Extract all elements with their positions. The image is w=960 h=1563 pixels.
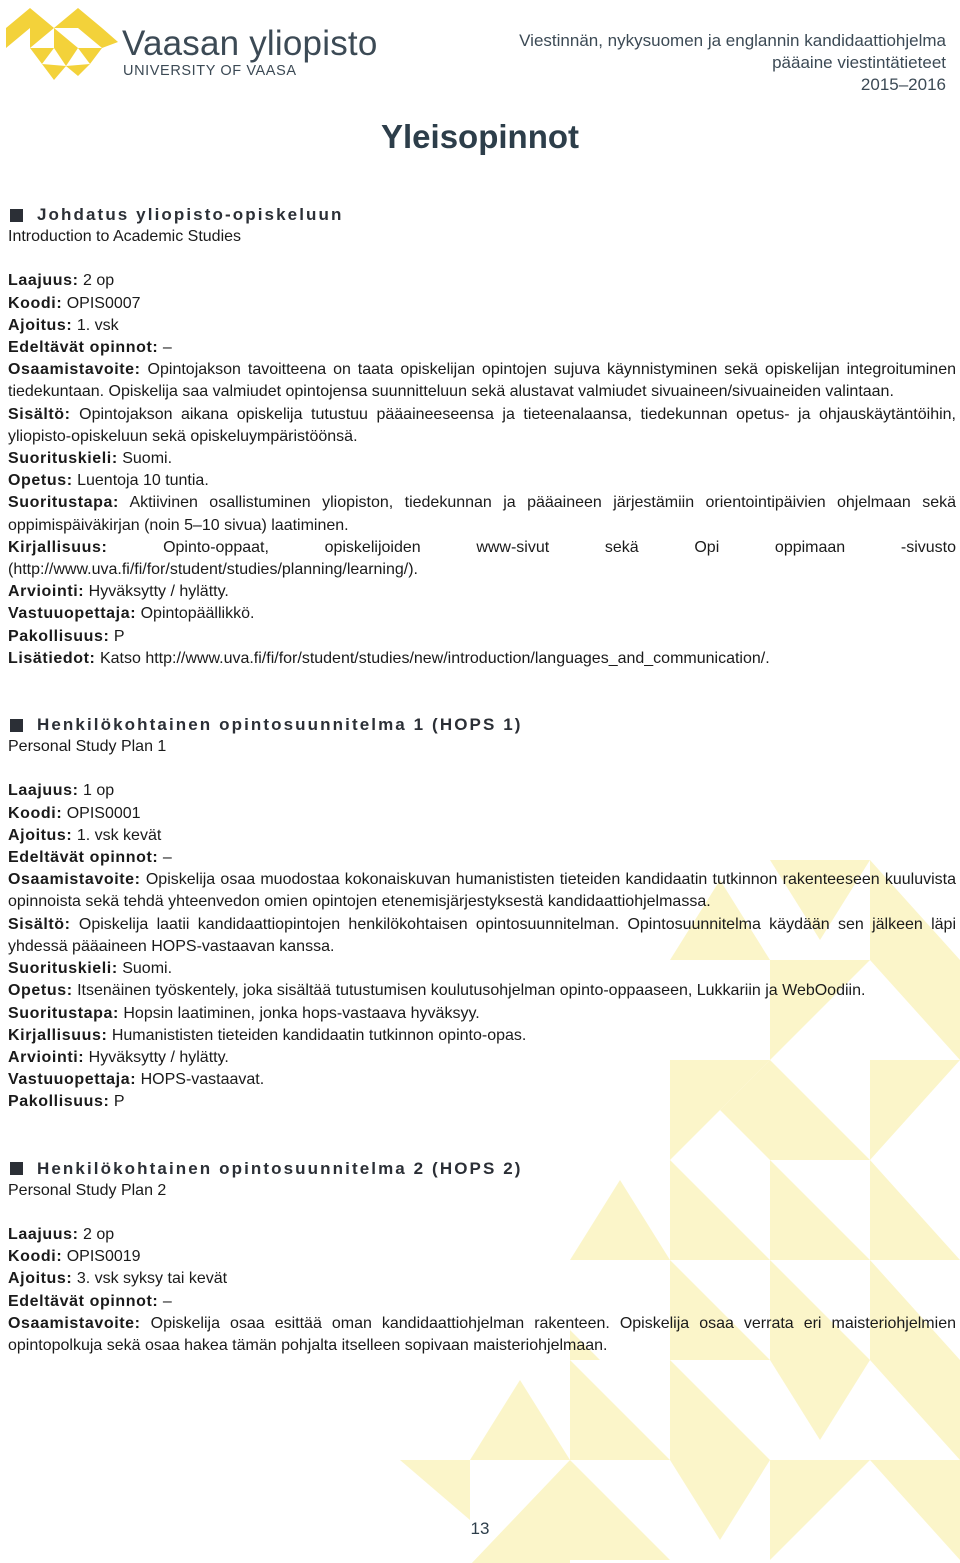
field-osaamistavoite <box>8 1313 956 1357</box>
course-title <box>8 714 956 736</box>
value-suorituskieli: Suomi. <box>122 960 173 978</box>
course-title-text: Henkilökohtainen opintosuunnitelma 2 (HOPS 2) <box>37 1158 523 1178</box>
value-koodi: OPIS0019 <box>66 1248 141 1266</box>
label-osaamistavoite: Osaamistavoite: <box>8 871 141 889</box>
value-laajuus: 2 op <box>83 1225 115 1243</box>
label-koodi: Koodi: <box>8 294 63 312</box>
program-line-2: pääaine viestintätieteet <box>772 53 946 72</box>
label-edeltavat: Edeltävät opinnot: <box>8 339 159 357</box>
field-suorituskieli <box>8 958 956 980</box>
value-laajuus: 2 op <box>83 272 115 290</box>
program-line-3: 2015–2016 <box>860 75 946 94</box>
field-sisalto <box>8 914 956 958</box>
course-section <box>8 1158 956 1358</box>
value-edeltavat: – <box>162 339 172 357</box>
field-arviointi <box>8 1047 956 1069</box>
square-bullet-icon <box>10 719 23 732</box>
value-koodi: OPIS0007 <box>66 294 141 312</box>
label-suorituskieli: Suorituskieli: <box>8 450 118 468</box>
course-section <box>8 204 956 670</box>
page-number: 13 <box>470 1519 490 1538</box>
field-ajoitus <box>8 1268 956 1290</box>
value-sisalto: Opiskelija laatii kandidaattiopintojen henkilökohtaisen opintosuunnitelman. Opintosuunnitelma käydään sen jälkeen läpi yhdessä pääaineen HOPS-vastaavan kanssa. <box>8 915 956 955</box>
university-name-english: UNIVERSITY OF VAASA <box>123 63 297 79</box>
value-vastuuopettaja: HOPS-vastaavat. <box>140 1071 265 1089</box>
value-ajoitus: 3. vsk syksy tai kevät <box>76 1270 228 1288</box>
label-sisalto: Sisältö: <box>8 915 71 933</box>
value-pakollisuus: P <box>113 627 125 645</box>
label-laajuus: Laajuus: <box>8 272 79 290</box>
value-laajuus: 1 op <box>83 782 115 800</box>
field-lisatiedot <box>8 648 956 670</box>
field-opetus <box>8 980 956 1002</box>
field-kirjallisuus <box>8 537 956 581</box>
label-edeltavat: Edeltävät opinnot: <box>8 849 159 867</box>
field-ajoitus <box>8 825 956 847</box>
value-edeltavat: – <box>162 1292 172 1310</box>
field-kirjallisuus <box>8 1025 956 1047</box>
course-title-text: Henkilökohtainen opintosuunnitelma 1 (HOPS 1) <box>37 715 523 735</box>
field-arviointi <box>8 581 956 603</box>
label-arviointi: Arviointi: <box>8 1048 85 1066</box>
page-title: Yleisopinnot <box>381 118 579 155</box>
value-arviointi: Hyväksytty / hylätty. <box>88 1048 229 1066</box>
label-suoritustapa: Suoritustapa: <box>8 1004 119 1022</box>
label-ajoitus: Ajoitus: <box>8 826 73 844</box>
value-koodi: OPIS0001 <box>66 804 141 822</box>
label-osaamistavoite: Osaamistavoite: <box>8 361 141 379</box>
value-osaamistavoite: Opintojakson tavoitteena on taata opiskelijan opintojen sujuva käynnistyminen sekä opiskelijan integroituminen tiedekuntaan. Opiskelija saa valmiudet opintojensa suunnitteluun sekä alustavat valmiudet sivuaineen/sivuaineiden valintaan. <box>8 361 956 401</box>
value-kirjallisuus: Humanististen tieteiden kandidaatin tutkinnon opinto-opas. <box>111 1026 527 1044</box>
value-edeltavat: – <box>162 849 172 867</box>
label-kirjallisuus: Kirjallisuus: <box>8 1026 108 1044</box>
value-osaamistavoite: Opiskelija osaa muodostaa kokonaiskuvan humanististen tieteiden kandidaatin tutkinnon rakenteeseen kuuluvista opinnoista sekä tehdä yhteenvedon omien opintojen etenemisjärjestyksestä kandidaattiohjelmassa. <box>8 871 957 911</box>
label-laajuus: Laajuus: <box>8 1225 79 1243</box>
field-laajuus <box>8 270 956 292</box>
value-ajoitus: 1. vsk kevät <box>76 826 162 844</box>
course-subtitle: Personal Study Plan 1 <box>8 738 167 756</box>
value-opetus: Itsenäinen työskentely, joka sisältää tutustumisen koulutusohjelman opinto-oppaaseen, Lukkariin ja WebOodiin. <box>77 982 866 1000</box>
field-suoritustapa <box>8 1003 956 1025</box>
label-sisalto: Sisältö: <box>8 405 71 423</box>
value-suorituskieli: Suomi. <box>122 450 173 468</box>
label-ajoitus: Ajoitus: <box>8 1270 73 1288</box>
field-opetus <box>8 470 956 492</box>
field-pakollisuus <box>8 626 956 648</box>
university-logo <box>6 8 118 80</box>
page-heading-wrapper <box>0 118 960 156</box>
value-pakollisuus: P <box>113 1093 125 1111</box>
field-koodi <box>8 1246 956 1268</box>
value-sisalto: Opintojakson aikana opiskelija tutustuu pääaineeseensa ja tieteenalaansa, tiedekunnan opetus- ja ohjauskäytäntöihin, yliopisto-opiskeluun sekä opiskeluympäristöönsä. <box>8 405 956 445</box>
field-laajuus <box>8 1224 956 1246</box>
field-edeltavat <box>8 847 956 869</box>
label-opetus: Opetus: <box>8 982 73 1000</box>
course-section <box>8 714 956 1113</box>
field-sisalto <box>8 404 956 448</box>
value-lisatiedot: Katso http://www.uva.fi/fi/for/student/studies/new/introduction/languages_and_communication/. <box>99 649 770 667</box>
field-pakollisuus <box>8 1091 956 1113</box>
field-ajoitus <box>8 315 956 337</box>
label-osaamistavoite: Osaamistavoite: <box>8 1314 141 1332</box>
label-lisatiedot: Lisätiedot: <box>8 649 96 667</box>
label-vastuuopettaja: Vastuuopettaja: <box>8 1071 137 1089</box>
field-vastuuopettaja <box>8 1069 956 1091</box>
square-bullet-icon <box>10 1162 23 1175</box>
value-suoritustapa: Aktiivinen osallistuminen yliopiston, tiedekunnan ja pääaineen järjestämiin orientointipäivien ohjelmaan sekä oppimispäiväkirjan (noin 5–10 sivua) laatiminen. <box>8 494 957 534</box>
field-vastuuopettaja <box>8 603 956 625</box>
university-name: Vaasan yliopisto <box>122 24 378 63</box>
field-koodi <box>8 803 956 825</box>
course-title-text: Johdatus yliopisto-opiskeluun <box>37 205 344 224</box>
value-kirjallisuus: Opinto-oppaat, opiskelijoiden www-sivut sekä Opi oppimaan -sivusto (http://www.uva.fi/fi/for/student/studies/planning/learning/). <box>8 538 956 579</box>
course-title <box>8 1158 956 1180</box>
label-kirjallisuus: Kirjallisuus: <box>8 538 108 556</box>
label-suorituskieli: Suorituskieli: <box>8 960 118 978</box>
label-arviointi: Arviointi: <box>8 583 85 601</box>
value-vastuuopettaja: Opintopäällikkö. <box>140 605 255 623</box>
field-osaamistavoite <box>8 359 956 403</box>
value-suoritustapa: Hopsin laatiminen, jonka hops-vastaava hyväksyy. <box>123 1004 480 1022</box>
value-osaamistavoite: Opiskelija osaa esittää oman kandidaattiohjelman rakenteen. Opiskelija osaa verrata eri maisteriohjelmien opintopolkuja sekä osaa hakea tämän pohjalta itselleen sopivaan maisteriohjelmaan. <box>8 1314 956 1354</box>
label-edeltavat: Edeltävät opinnot: <box>8 1292 159 1310</box>
field-edeltavat <box>8 1291 956 1313</box>
course-title <box>8 204 956 226</box>
document-body <box>8 204 956 1401</box>
label-pakollisuus: Pakollisuus: <box>8 1093 110 1111</box>
course-subtitle: Introduction to Academic Studies <box>8 228 242 246</box>
program-line-1: Viestinnän, nykysuomen ja englannin kandidaattiohjelma <box>519 31 946 50</box>
field-suorituskieli <box>8 448 956 470</box>
field-suoritustapa <box>8 492 956 536</box>
label-vastuuopettaja: Vastuuopettaja: <box>8 605 137 623</box>
field-laajuus <box>8 780 956 802</box>
value-ajoitus: 1. vsk <box>76 316 119 334</box>
field-edeltavat <box>8 337 956 359</box>
field-osaamistavoite <box>8 869 956 913</box>
label-suoritustapa: Suoritustapa: <box>8 494 119 512</box>
label-koodi: Koodi: <box>8 804 63 822</box>
label-laajuus: Laajuus: <box>8 782 79 800</box>
label-ajoitus: Ajoitus: <box>8 316 73 334</box>
course-subtitle: Personal Study Plan 2 <box>8 1181 167 1199</box>
label-opetus: Opetus: <box>8 472 73 490</box>
value-arviointi: Hyväksytty / hylätty. <box>88 583 229 601</box>
field-koodi <box>8 293 956 315</box>
value-opetus: Luentoja 10 tuntia. <box>77 472 209 490</box>
square-bullet-icon <box>10 209 23 222</box>
label-koodi: Koodi: <box>8 1248 63 1266</box>
label-pakollisuus: Pakollisuus: <box>8 627 110 645</box>
program-title <box>519 30 946 96</box>
